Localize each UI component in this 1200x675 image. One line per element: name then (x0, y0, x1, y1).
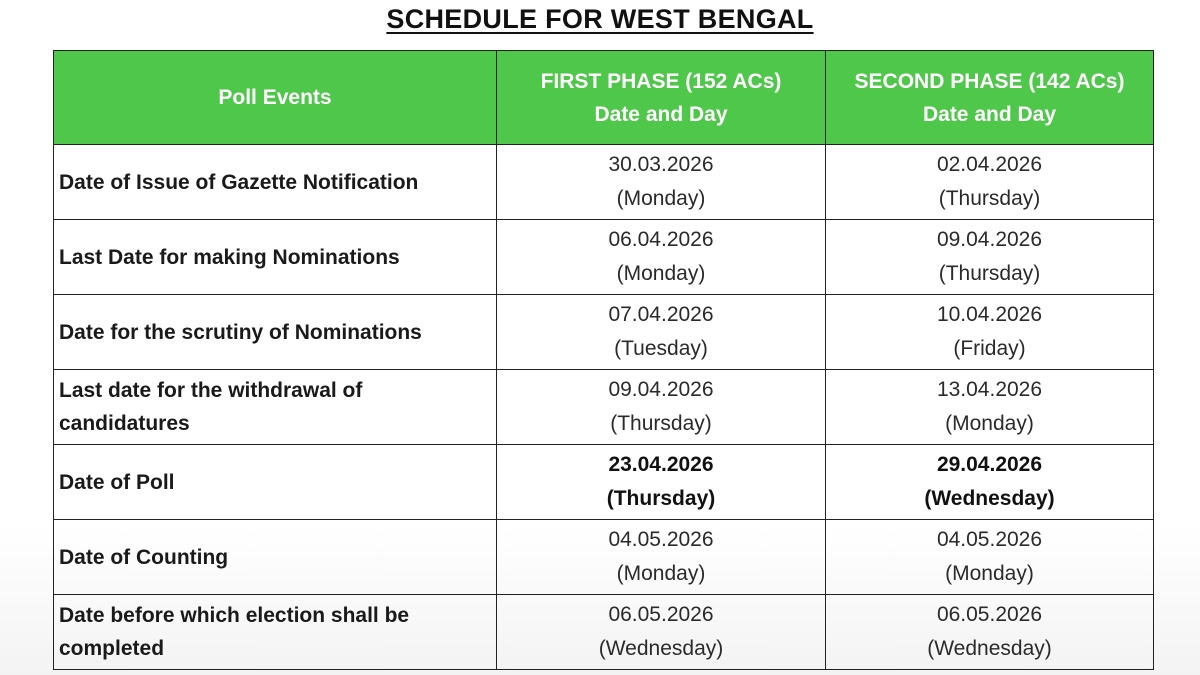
poll-event-label: Date of Issue of Gazette Notification (54, 145, 497, 220)
day-value: (Thursday) (938, 262, 1041, 285)
header-second-phase (826, 51, 1154, 145)
day-value: (Wednesday) (924, 487, 1055, 510)
table-row (54, 370, 1154, 445)
date-value: 02.04.2026 (936, 153, 1043, 176)
date-value: 04.05.2026 (608, 528, 714, 551)
second-phase-date-cell (826, 145, 1154, 220)
day-value: (Wednesday) (927, 637, 1052, 660)
first-phase-date-cell (497, 295, 826, 370)
poll-event-label: Date of Counting (54, 520, 497, 595)
table-row (54, 220, 1154, 295)
second-phase-date-cell (826, 295, 1154, 370)
second-phase-date-cell (826, 220, 1154, 295)
day-value: (Monday) (616, 187, 706, 210)
date-value: 06.05.2026 (608, 603, 714, 626)
header-sublabel: Date and Day (922, 102, 1057, 126)
table-header (54, 51, 1154, 145)
table-body (54, 145, 1154, 670)
second-phase-date-cell (826, 445, 1154, 520)
date-value: 06.04.2026 (608, 228, 714, 251)
table-row (54, 595, 1154, 670)
date-value: 09.04.2026 (936, 228, 1043, 251)
header-label: Poll Events (218, 86, 332, 109)
header-poll-events (54, 51, 497, 145)
date-value: 09.04.2026 (608, 378, 714, 401)
date-value: 13.04.2026 (936, 378, 1043, 401)
header-row (54, 51, 1154, 145)
header-first-phase (497, 51, 826, 145)
first-phase-date-cell (497, 145, 826, 220)
first-phase-date-cell (497, 520, 826, 595)
poll-event-label: Date for the scrutiny of Nominations (54, 295, 497, 370)
table-row (54, 520, 1154, 595)
day-value: (Thursday) (610, 412, 712, 435)
table-row (54, 145, 1154, 220)
date-value: 07.04.2026 (608, 303, 714, 326)
poll-event-label: Last date for the withdrawal of candidatures (54, 370, 497, 445)
header-sublabel: Date and Day (594, 102, 728, 126)
first-phase-date-cell (497, 595, 826, 670)
poll-event-label: Date of Poll (54, 445, 497, 520)
table-row (54, 445, 1154, 520)
date-value: 04.05.2026 (936, 528, 1043, 551)
day-value: (Monday) (945, 412, 1034, 435)
table-row (54, 295, 1154, 370)
second-phase-date-cell (826, 370, 1154, 445)
day-value: (Monday) (616, 262, 706, 285)
header-label: SECOND PHASE (142 ACs) (854, 69, 1125, 93)
day-value: (Monday) (945, 562, 1034, 585)
day-value: (Thursday) (938, 187, 1041, 210)
day-value: (Monday) (616, 562, 706, 585)
second-phase-date-cell (826, 520, 1154, 595)
header-label: FIRST PHASE (152 ACs) (540, 69, 782, 93)
date-value: 29.04.2026 (936, 453, 1043, 476)
poll-event-label: Date before which election shall be completed (54, 595, 497, 670)
page-title: SCHEDULE FOR WEST BENGAL (386, 4, 814, 34)
first-phase-date-cell (497, 370, 826, 445)
schedule-table (53, 50, 1154, 670)
day-value: (Friday) (953, 337, 1026, 360)
day-value: (Tuesday) (614, 337, 708, 360)
second-phase-date-cell (826, 595, 1154, 670)
first-phase-date-cell (497, 445, 826, 520)
date-value: 23.04.2026 (608, 453, 714, 476)
day-value: (Wednesday) (598, 637, 724, 660)
date-value: 30.03.2026 (608, 153, 714, 176)
poll-event-label: Last Date for making Nominations (54, 220, 497, 295)
first-phase-date-cell (497, 220, 826, 295)
day-value: (Thursday) (606, 487, 716, 510)
date-value: 10.04.2026 (936, 303, 1043, 326)
date-value: 06.05.2026 (936, 603, 1043, 626)
